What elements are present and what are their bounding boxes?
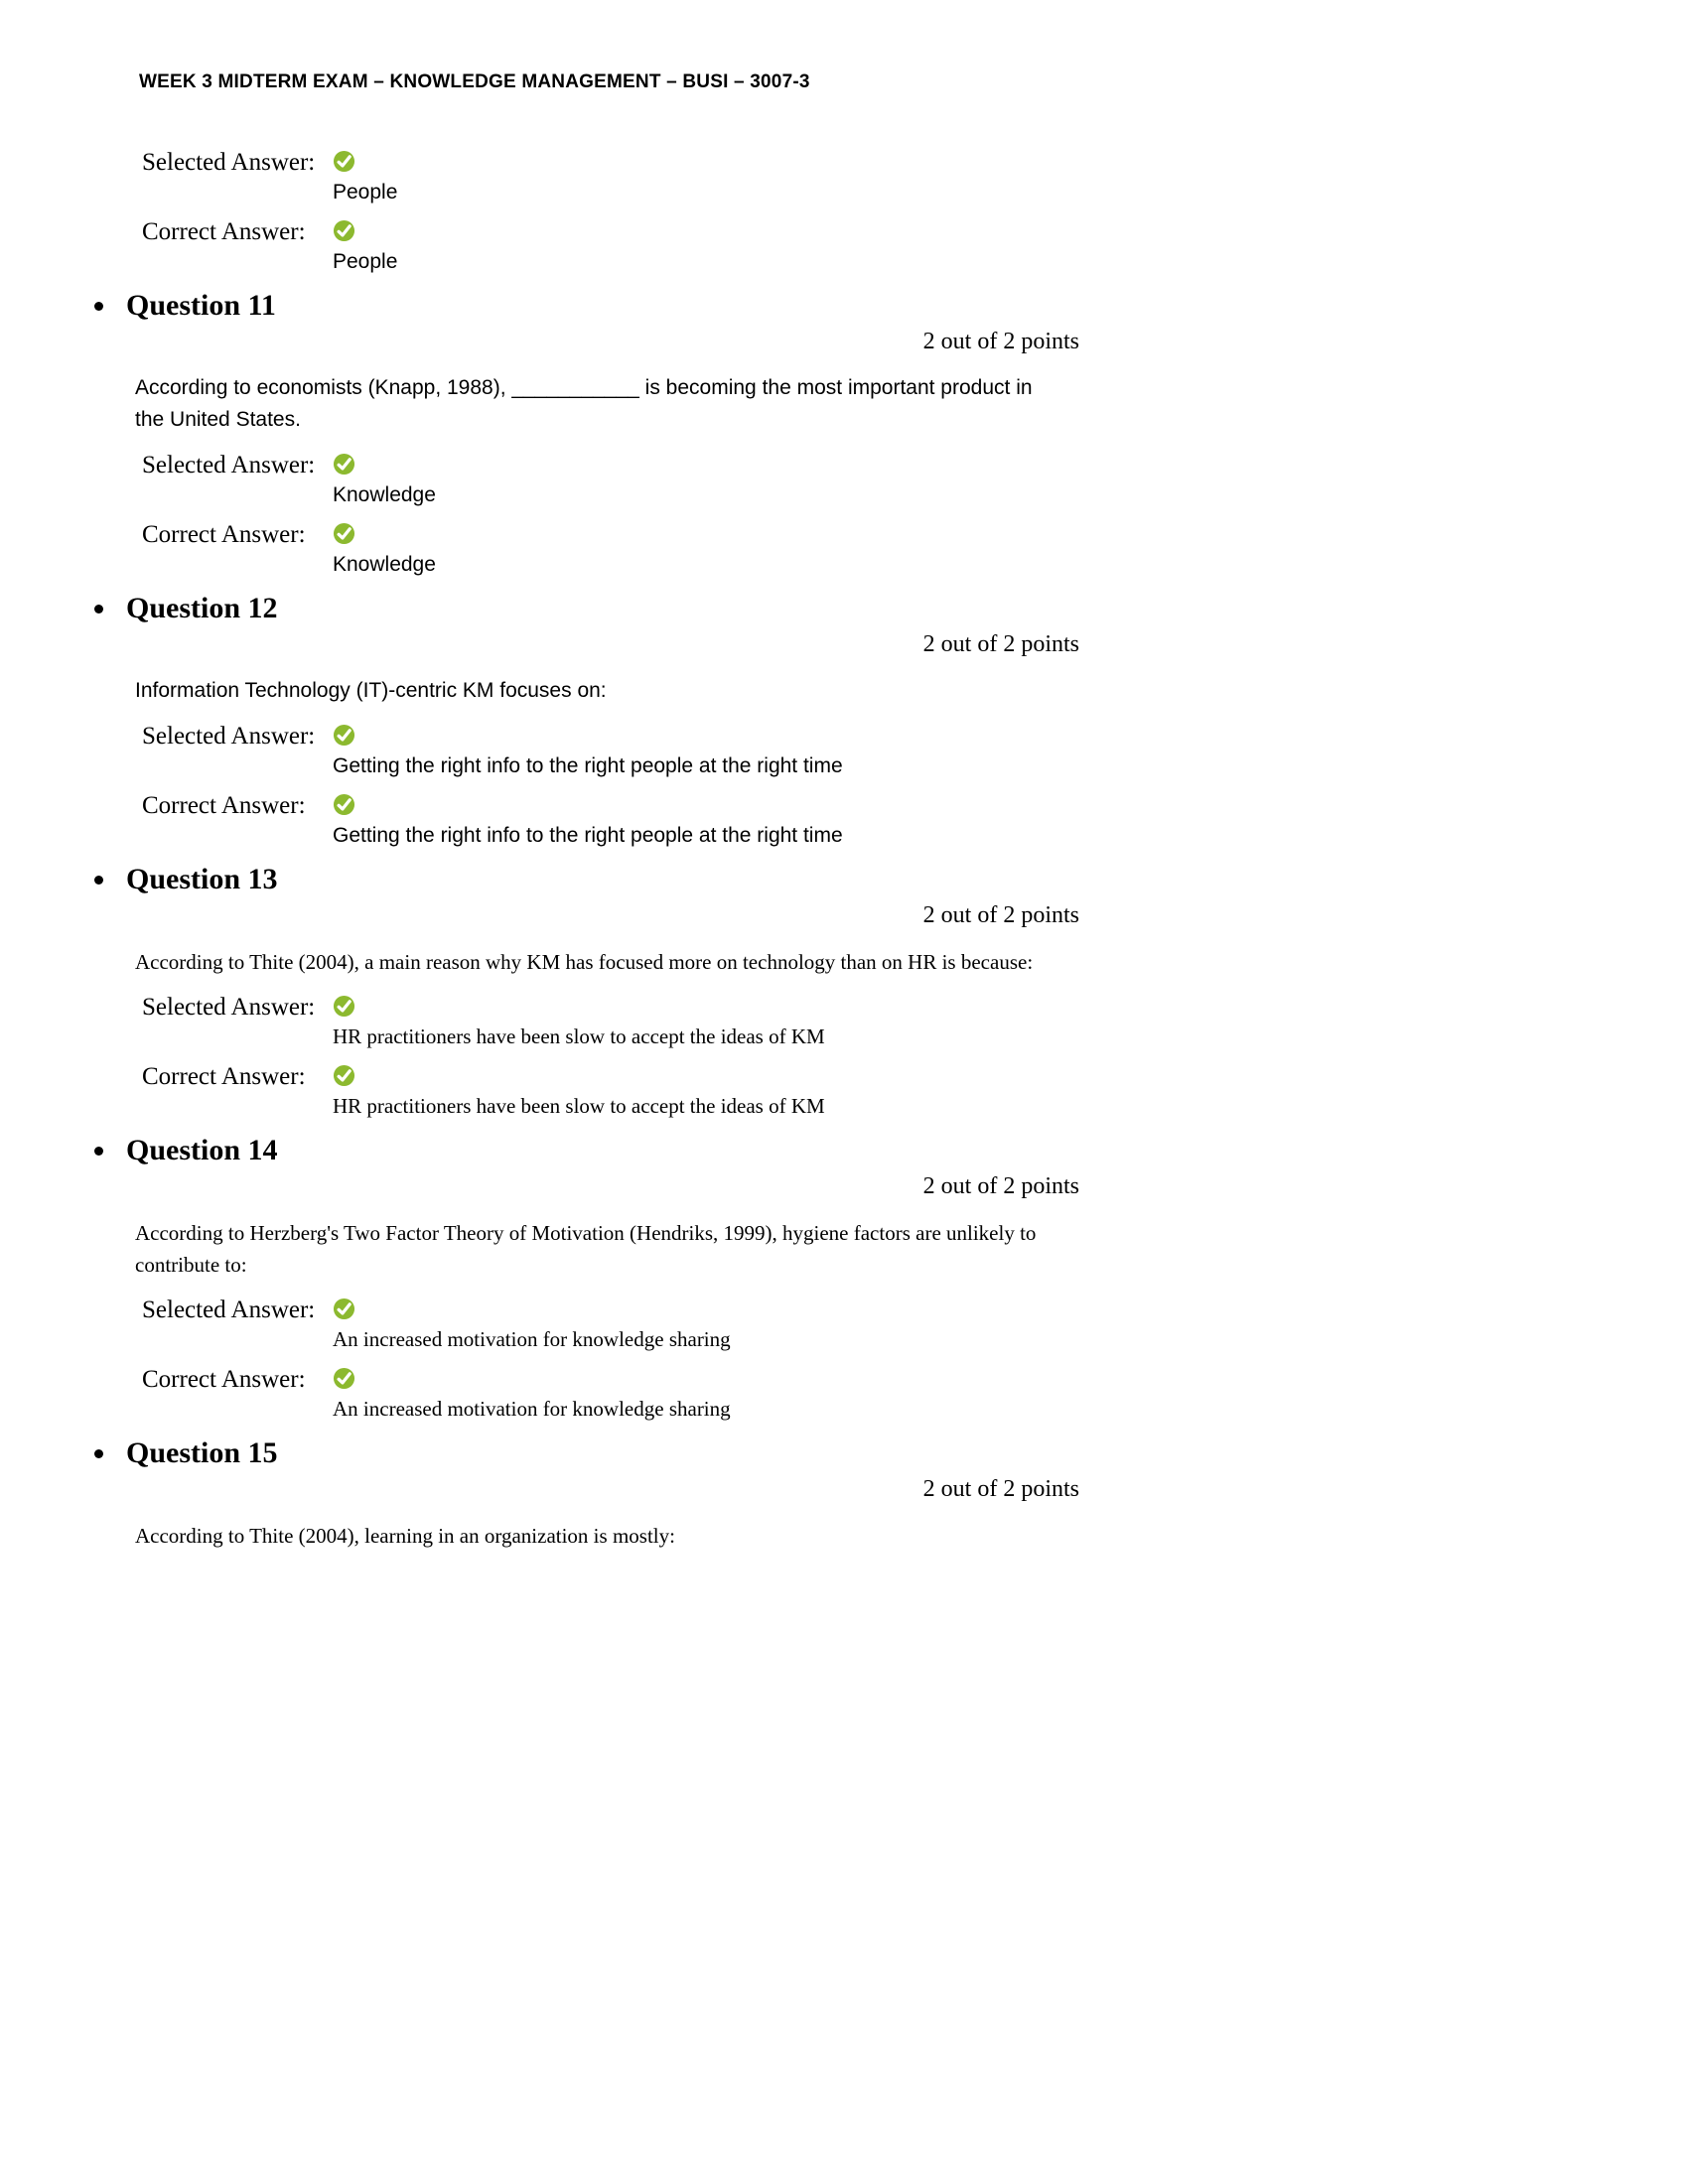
question-text: According to economists (Knapp, 1988), ___________ is becoming the most important product in the United States. — [135, 376, 1033, 431]
question-block-14 — [0, 1133, 1688, 1423]
question-title: Question 14 — [126, 1134, 278, 1166]
question-title: Question 13 — [126, 863, 278, 895]
selected-answer-label: Selected Answer: — [142, 452, 316, 478]
question-points: 2 out of 2 points — [922, 902, 1079, 928]
correct-answer-check-icon — [333, 453, 355, 476]
bullet-icon — [94, 605, 103, 614]
question-block-15 — [0, 1435, 1688, 1552]
correct-answer-label: Correct Answer: — [142, 218, 306, 245]
question-points: 2 out of 2 points — [922, 631, 1079, 657]
selected-answer-label: Selected Answer: — [142, 994, 316, 1021]
selected-answer-value: Getting the right info to the right people at the right time — [333, 754, 843, 777]
correct-answer-label: Correct Answer: — [142, 792, 306, 819]
correct-answer-check-icon — [333, 522, 355, 545]
selected-answer-label: Selected Answer: — [142, 149, 316, 176]
question-text: Information Technology (IT)-centric KM focuses on: — [135, 679, 607, 702]
correct-answer-row — [142, 1366, 1688, 1423]
correct-answer-check-icon — [333, 995, 355, 1018]
bullet-icon — [94, 302, 103, 311]
correct-answer-row — [142, 521, 1688, 578]
correct-answer-check-icon — [333, 793, 355, 816]
bullet-icon — [94, 1449, 103, 1458]
correct-answer-check-icon — [333, 1064, 355, 1087]
correct-answer-value: Getting the right info to the right people at the right time — [333, 824, 843, 847]
correct-answer-check-icon — [333, 150, 355, 173]
correct-answer-value: An increased motivation for knowledge sharing — [333, 1397, 731, 1421]
selected-answer-row — [142, 149, 1688, 205]
correct-answer-value: People — [333, 250, 398, 273]
selected-answer-row — [142, 1297, 1688, 1353]
question-title: Question 11 — [126, 289, 276, 322]
correct-answer-row — [142, 1063, 1688, 1120]
question-points: 2 out of 2 points — [922, 329, 1079, 354]
bullet-icon — [94, 1147, 103, 1156]
question-text: According to Thite (2004), learning in an organization is mostly: — [135, 1524, 675, 1548]
correct-answer-check-icon — [333, 219, 355, 242]
correct-answer-label: Correct Answer: — [142, 521, 306, 548]
correct-answer-row — [142, 792, 1688, 849]
selected-answer-value: People — [333, 181, 398, 204]
correct-answer-value: Knowledge — [333, 553, 436, 576]
correct-answer-check-icon — [333, 724, 355, 747]
question-points: 2 out of 2 points — [922, 1476, 1079, 1502]
question-text: According to Thite (2004), a main reason why KM has focused more on technology than on HR is because: — [135, 950, 1034, 974]
question-title: Question 12 — [126, 592, 278, 624]
question-text: According to Herzberg's Two Factor Theory of Motivation (Hendriks, 1999), hygiene factors are unlikely to contribute to: — [135, 1221, 1037, 1277]
selected-answer-value: Knowledge — [333, 483, 436, 506]
selected-answer-row — [142, 452, 1688, 508]
question-block-11 — [0, 288, 1688, 578]
bullet-icon — [94, 876, 103, 885]
selected-answer-value: HR practitioners have been slow to accept the ideas of KM — [333, 1024, 825, 1048]
correct-answer-row — [142, 218, 1688, 275]
correct-answer-check-icon — [333, 1367, 355, 1390]
correct-answer-label: Correct Answer: — [142, 1366, 306, 1393]
document-header: WEEK 3 MIDTERM EXAM – KNOWLEDGE MANAGEMENT – BUSI – 3007-3 — [139, 71, 810, 92]
selected-answer-row — [142, 723, 1688, 779]
selected-answer-value: An increased motivation for knowledge sharing — [333, 1327, 731, 1351]
selected-answer-label: Selected Answer: — [142, 1297, 316, 1323]
selected-answer-label: Selected Answer: — [142, 723, 316, 750]
selected-answer-row — [142, 994, 1688, 1050]
question-10-answers — [0, 149, 1688, 275]
question-block-12 — [0, 591, 1688, 849]
correct-answer-value: HR practitioners have been slow to accept the ideas of KM — [333, 1094, 825, 1118]
correct-answer-label: Correct Answer: — [142, 1063, 306, 1090]
correct-answer-check-icon — [333, 1297, 355, 1320]
question-block-13 — [0, 862, 1688, 1120]
question-title: Question 15 — [126, 1436, 278, 1469]
question-points: 2 out of 2 points — [922, 1173, 1079, 1199]
